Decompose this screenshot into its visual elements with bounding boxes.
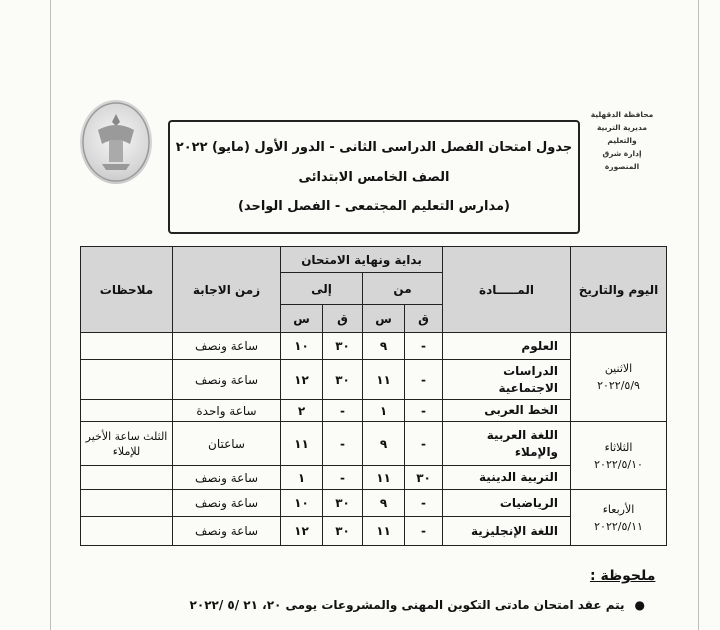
from-minute-cell: ٣٠ xyxy=(405,466,443,490)
notes-cell xyxy=(81,333,173,360)
day-name: الاثنين xyxy=(604,362,633,375)
day-date: ٢٠٢٢/٥/٩ xyxy=(597,379,640,392)
page-edge-left xyxy=(50,0,51,630)
logo-line-2: مديرية التربية والتعليم xyxy=(597,123,647,145)
from-minute-cell: - xyxy=(405,490,443,517)
from-hour-cell: ٩ xyxy=(363,422,405,466)
to-minute-cell: ٣٠ xyxy=(323,360,363,400)
duration-cell: ساعة ونصف xyxy=(173,360,281,400)
note-title: ملحوظة : xyxy=(590,568,656,584)
duration-cell: ساعة ونصف xyxy=(173,466,281,490)
subject-cell: الدراسات الاجتماعية xyxy=(443,360,571,400)
subject-cell: اللغة العربية والإملاء xyxy=(443,422,571,466)
from-minute-cell: - xyxy=(405,422,443,466)
day-date: ٢٠٢٢/٥/١١ xyxy=(594,519,643,533)
notes-cell xyxy=(81,360,173,400)
header-day-date: اليوم والتاريخ xyxy=(571,247,667,333)
exam-schedule-table xyxy=(80,246,667,546)
header-from-hour: س xyxy=(363,305,405,333)
directorate-logo xyxy=(588,108,656,172)
header-to: إلى xyxy=(281,273,363,305)
note-text: يتم عقد امتحان مادتى التكوين المهنى والمشروعات يومى ٢٠، ٢١ /٥ /٢٠٢٢ xyxy=(189,598,625,612)
subject-cell: الرياضيات xyxy=(443,490,571,517)
notes-cell xyxy=(81,400,173,422)
to-hour-cell: ٢ xyxy=(281,400,323,422)
duration-cell: ساعتان xyxy=(173,422,281,466)
day-cell xyxy=(571,422,667,490)
header-from: من xyxy=(363,273,443,305)
from-hour-cell: ٩ xyxy=(363,333,405,360)
to-minute-cell: ٣٠ xyxy=(323,490,363,517)
eagle-emblem-icon xyxy=(80,100,152,184)
note-line xyxy=(180,598,645,612)
header-to-minute: ق xyxy=(323,305,363,333)
header-from-minute: ق xyxy=(405,305,443,333)
duration-cell: ساعة ونصف xyxy=(173,517,281,546)
table-row xyxy=(81,422,667,466)
to-hour-cell: ١ xyxy=(281,466,323,490)
to-minute-cell: ٣٠ xyxy=(323,333,363,360)
title-line-3: (مدارس التعليم المجتمعى - الفصل الواحد) xyxy=(238,199,510,214)
subject-cell: العلوم xyxy=(443,333,571,360)
logo-line-3: إدارة شرق المنصورة xyxy=(602,149,642,171)
duration-cell: ساعة ونصف xyxy=(173,490,281,517)
to-hour-cell: ١٠ xyxy=(281,333,323,360)
subject-cell: اللغة الإنجليزية xyxy=(443,517,571,546)
day-cell xyxy=(571,333,667,422)
header-exam-start-end: بداية ونهاية الامتحان xyxy=(281,247,443,273)
from-hour-cell: ١ xyxy=(363,400,405,422)
to-minute-cell: - xyxy=(323,422,363,466)
table-row xyxy=(81,490,667,517)
duration-cell: ساعة ونصف xyxy=(173,333,281,360)
from-hour-cell: ١١ xyxy=(363,360,405,400)
title-box xyxy=(168,120,580,234)
title-line-2: الصف الخامس الابتدائى xyxy=(298,170,450,185)
header-notes: ملاحظات xyxy=(81,247,173,333)
from-minute-cell: - xyxy=(405,517,443,546)
to-hour-cell: ١١ xyxy=(281,422,323,466)
logo-line-1: محافظة الدقهلية xyxy=(590,110,654,119)
header-duration: زمن الاجابة xyxy=(173,247,281,333)
from-minute-cell: - xyxy=(405,400,443,422)
to-hour-cell: ١٠ xyxy=(281,490,323,517)
from-minute-cell: - xyxy=(405,360,443,400)
notes-cell xyxy=(81,490,173,517)
page-edge-right xyxy=(698,0,699,630)
to-hour-cell: ١٢ xyxy=(281,360,323,400)
to-hour-cell: ١٢ xyxy=(281,517,323,546)
duration-cell: ساعة واحدة xyxy=(173,400,281,422)
from-minute-cell: - xyxy=(405,333,443,360)
title-line-1: جدول امتحان الفصل الدراسى الثانى - الدور الأول (مايو) ٢٠٢٢ xyxy=(175,140,573,155)
day-date: ٢٠٢٢/٥/١٠ xyxy=(594,457,643,471)
from-hour-cell: ١١ xyxy=(363,517,405,546)
table-row xyxy=(81,333,667,360)
to-minute-cell: ٣٠ xyxy=(323,517,363,546)
header-to-hour: س xyxy=(281,305,323,333)
notes-cell: الثلث ساعة الأخير للإملاء xyxy=(81,422,173,466)
to-minute-cell: - xyxy=(323,466,363,490)
header-subject: المـــــادة xyxy=(443,247,571,333)
to-minute-cell: - xyxy=(323,400,363,422)
from-hour-cell: ١١ xyxy=(363,466,405,490)
bullet-icon: ● xyxy=(634,598,645,612)
subject-cell: الخط العربى xyxy=(443,400,571,422)
day-name: الثلاثاء xyxy=(604,440,633,454)
day-name: الأربعاء xyxy=(602,502,635,516)
notes-cell xyxy=(81,466,173,490)
day-cell xyxy=(571,490,667,546)
subject-cell: التربية الدينية xyxy=(443,466,571,490)
from-hour-cell: ٩ xyxy=(363,490,405,517)
notes-cell xyxy=(81,517,173,546)
